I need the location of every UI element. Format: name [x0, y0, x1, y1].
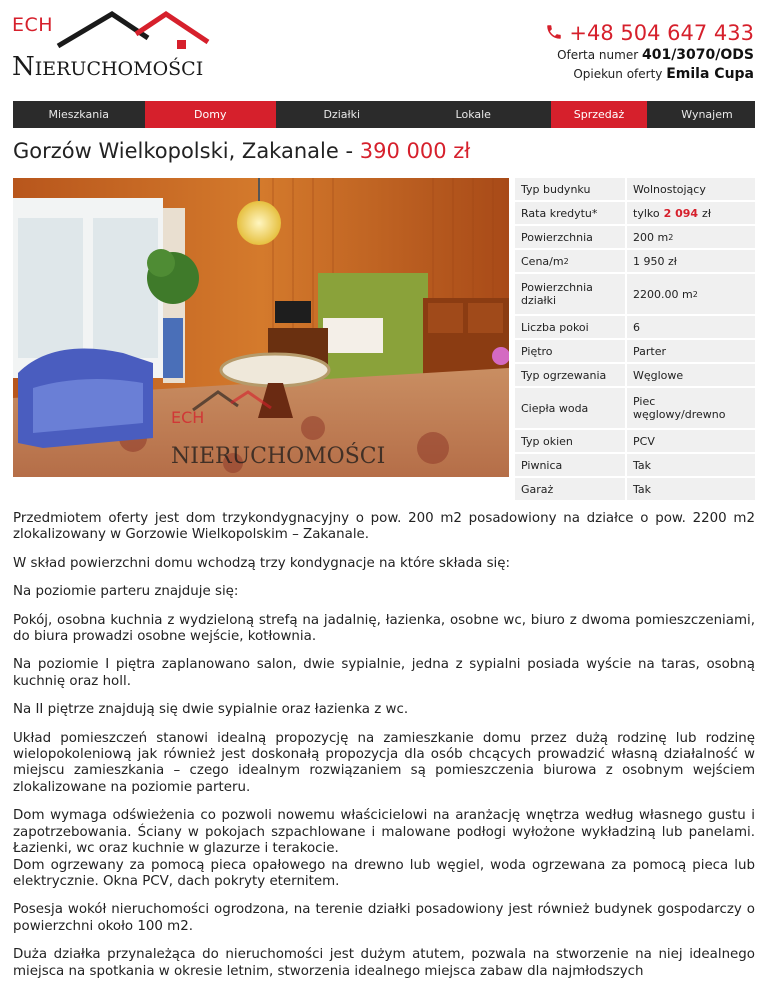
logo-brand-text: NIERUCHOMOŚCI	[12, 52, 204, 82]
listing-price: 390 000 zł	[359, 139, 471, 163]
phone-number[interactable]: +48 504 647 433	[545, 20, 754, 46]
description-paragraph: W skład powierzchni domu wchodzą trzy kondygnacje na które składa się:	[13, 555, 511, 571]
detail-row-garaz	[515, 478, 755, 500]
description-paragraph: Na poziomie parteru znajduje się:	[13, 584, 239, 600]
detail-row-liczba-pokoi	[515, 316, 755, 338]
header	[0, 0, 768, 100]
detail-label: Piętro	[515, 340, 625, 362]
detail-label: Typ ogrzewania	[515, 364, 625, 386]
phone-icon	[545, 23, 563, 41]
description-paragraph: Dom ogrzewany za pomocą pieca opałowego na drewno lub węgiel, woda ogrzewana za pomocą pieca lub elektrycznie. Okna PCV, dach pokryty eternitem.	[13, 857, 755, 889]
detail-value: 1 950 zł	[627, 250, 755, 272]
nav-item-mieszkania[interactable]: Mieszkania	[48, 108, 109, 121]
property-details-table	[515, 178, 755, 502]
detail-label: Liczba pokoi	[515, 316, 625, 338]
nav-item-domy[interactable]: Domy	[145, 101, 277, 128]
detail-value: Tak	[627, 454, 755, 476]
description-paragraph: Posesja wokół nieruchomości ogrodzona, na terenie działki posadowiony jest również budynek gospodarczy o powierzchni około 100 m2.	[13, 902, 755, 934]
detail-value: Piec węglowy/drewno	[627, 388, 755, 428]
company-logo[interactable]	[10, 8, 210, 88]
detail-row-ciepla-woda	[515, 388, 755, 428]
nav-item-wynajem[interactable]: Wynajem	[681, 108, 733, 121]
description-paragraph: Duża działka przynależąca do nieruchomości jest dużym atutem, pozwala na stworzenie na niej idealnego miejsca na spotkania w okresie letnim, stworzenia idealnego miejsca zabaw dla najmłodszych	[13, 947, 755, 979]
description-paragraph: Pokój, osobna kuchnia z wydzieloną strefą na jadalnię, łazienka, osobne wc, biuro z dwoma pomieszczeniami, do biura prowadzi osobne wejście, kotłownia.	[13, 612, 755, 645]
detail-value: 6	[627, 316, 755, 338]
detail-value: Tak	[627, 478, 755, 500]
description-paragraph: Na poziomie I piętra zaplanowano salon, dwie sypialnie, jedna z sypialni posiada wyście na taras, osobną kuchnię oraz holl.	[13, 657, 755, 689]
agent-line: Opiekun oferty Emila Cupa	[573, 66, 754, 82]
offer-number-line: Oferta numer 401/3070/ODS	[557, 47, 754, 63]
description-paragraph: Układ pomieszczeń stanowi idealną propozycję na zamieszkanie domu przez dużą rodzinę lub rodzinę wielopokoleniową jak również jest doskonałą propozycja dla osób chcących prowadzić własną działalność w miejscu zamieszkania – czego idealnym rozwiązaniem są pomieszczenia biurowa z osobnym wejściem zlokalizowane na poziomie parteru.	[13, 730, 755, 795]
listing-title: Gorzów Wielkopolski, Zakanale - 390 000 zł	[13, 139, 471, 163]
contact-block	[545, 20, 754, 84]
detail-value: Węglowe	[627, 364, 755, 386]
nav-item-lokale[interactable]: Lokale	[455, 108, 491, 121]
detail-label: Powierzchnia	[515, 226, 625, 248]
detail-row-typ-budynku	[515, 178, 755, 200]
detail-label: Ciepła woda	[515, 388, 625, 428]
detail-row-powierzchnia-dzialki	[515, 274, 755, 314]
detail-label: Rata kredytu*	[515, 202, 625, 224]
description-paragraph: Przedmiotem oferty jest dom trzykondygnacyjny o pow. 200 m2 posadowiony na działce o pow. 2200 m2 zlokalizowany w Gorzowie Wielkopolskim – Zakanale.	[13, 511, 755, 543]
listing-photo[interactable]	[13, 178, 509, 477]
detail-value: tylko 2 094 zł	[627, 202, 755, 224]
detail-row-piwnica	[515, 454, 755, 476]
detail-value: 2200.00 m 2	[627, 274, 755, 314]
detail-label: Typ budynku	[515, 178, 625, 200]
detail-row-rata-kredytu	[515, 202, 755, 224]
description-paragraph: Dom wymaga odświeżenia co pozwoli nowemu właścicielowi na aranżację wnętrza według własnego gustu i zapotrzebowania. Ściany w pokojach szpachlowane i malowane podłogi wyłożone wykładziną lub panelami. Łazienki, wc oraz kuchnie w glazurze i terakocie.	[13, 808, 755, 857]
detail-value: PCV	[627, 430, 755, 452]
photo-watermark-ech: ECH	[171, 408, 205, 427]
detail-value: Parter	[627, 340, 755, 362]
nav-item-dzialki[interactable]: Działki	[323, 108, 361, 121]
detail-label: Piwnica	[515, 454, 625, 476]
detail-label: Powierzchnia działki	[515, 274, 625, 314]
description-paragraph: Na II piętrze znajdują się dwie sypialnie oraz łazienka z wc.	[13, 702, 409, 718]
offer-number: 401/3070/ODS	[641, 47, 754, 63]
detail-value: 200 m 2	[627, 226, 755, 248]
detail-label: Garaż	[515, 478, 625, 500]
agent-name: Emila Cupa	[666, 66, 754, 82]
detail-row-typ-okien	[515, 430, 755, 452]
listing-description	[13, 511, 755, 992]
nav-item-sprzedaz[interactable]: Sprzedaż	[551, 101, 647, 128]
detail-label: Cena/m 2	[515, 250, 625, 272]
loan-rate-amount: 2 094	[663, 206, 699, 220]
photo-watermark-brand: NIERUCHOMOŚCI	[171, 444, 386, 469]
detail-row-cena-m2	[515, 250, 755, 272]
logo-ech-text: ECH	[12, 14, 54, 36]
detail-row-pietro	[515, 340, 755, 362]
detail-row-powierzchnia	[515, 226, 755, 248]
detail-value: Wolnostojący	[627, 178, 755, 200]
house-roof-icon	[40, 8, 210, 54]
detail-label: Typ okien	[515, 430, 625, 452]
detail-row-typ-ogrzewania	[515, 364, 755, 386]
living-room-photo-image	[13, 178, 509, 477]
main-nav	[13, 101, 755, 128]
